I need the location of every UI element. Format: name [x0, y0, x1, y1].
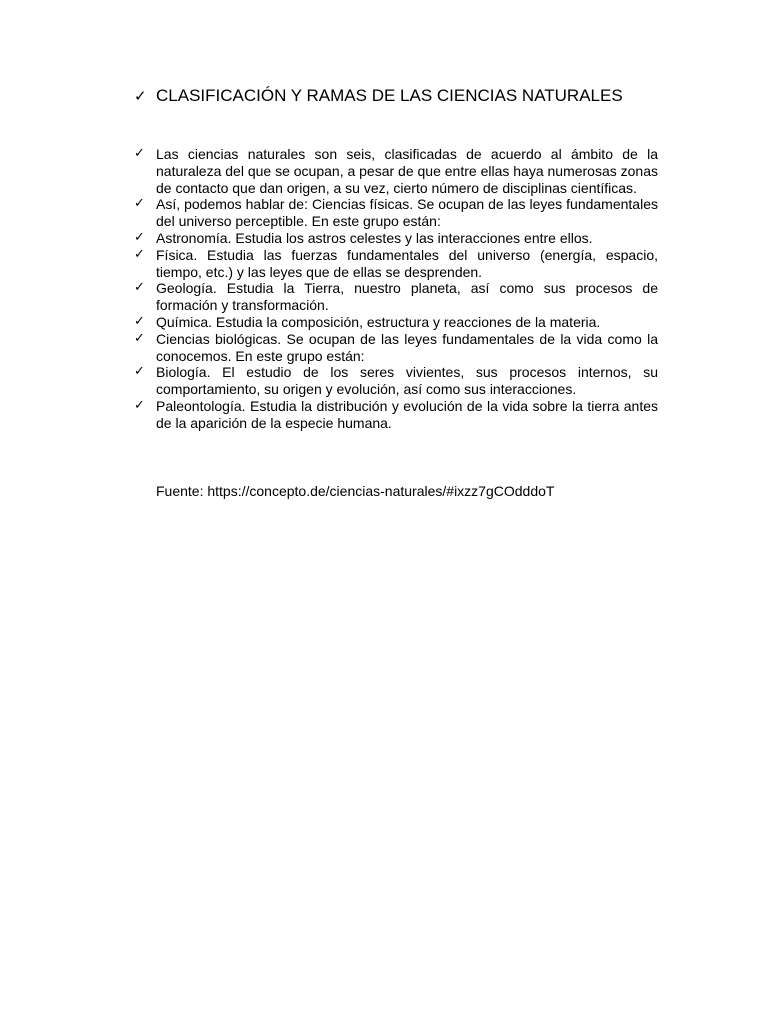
- checkmark-icon: ✓: [134, 146, 145, 161]
- checkmark-icon: ✓: [134, 330, 145, 346]
- checkmark-icon: ✓: [134, 229, 145, 245]
- checkmark-icon: ✓: [134, 397, 145, 413]
- source-citation: Fuente: https://concepto.de/ciencias-naturales/#ixzz7gCOdddoT: [156, 483, 555, 499]
- checkmark-icon: ✓: [134, 246, 145, 262]
- list-item-text: Química. Estudia la composición, estructura y reacciones de la materia.: [156, 313, 601, 330]
- list-item-text: Las ciencias naturales son seis, clasificadas de acuerdo al ámbito de la naturaleza del que se ocupan, a pesar de que entre ellas haya numerosas zonas de contacto que dan origen, a su vez, cierto número de disciplinas científicas.: [156, 146, 659, 196]
- list-item-text: Geología. Estudia la Tierra, nuestro planeta, así como sus procesos de formación y transformación.: [156, 280, 658, 314]
- list-item: [134, 364, 658, 398]
- list-item: [134, 230, 658, 247]
- checkmark-icon: ✓: [134, 364, 145, 380]
- checkmark-icon: ✓: [134, 280, 145, 296]
- list-item-text: Paleontología. Estudia la distribución y evolución de la vida sobre la tierra antes de la aparición de la especie humana.: [156, 397, 658, 431]
- page-title: [134, 85, 694, 107]
- list-item-text: Ciencias biológicas. Se ocupan de las leyes fundamentales de la vida como la conocemos. En este grupo están:: [156, 330, 658, 364]
- list-item: [134, 146, 658, 196]
- list-item-text: Biología. El estudio de los seres vivientes, sus procesos internos, su comportamiento, su origen y evolución, así como sus interacciones.: [156, 364, 658, 398]
- list-item: [134, 331, 658, 365]
- list-item: [134, 280, 658, 314]
- list-item: [134, 314, 658, 331]
- checkmark-icon: ✓: [134, 196, 145, 212]
- list-item: [134, 398, 658, 432]
- list-item: [134, 247, 658, 281]
- list-item-text: Así, podemos hablar de: Ciencias físicas. Se ocupan de las leyes fundamentales del universo perceptible. En este grupo están:: [156, 196, 658, 230]
- list-item-text: Física. Estudia las fuerzas fundamentales del universo (energía, espacio, tiempo, etc.) y las leyes que de ellas se desprenden.: [156, 246, 658, 280]
- list-item-text: Astronomía. Estudia los astros celestes y las interacciones entre ellos.: [156, 229, 593, 246]
- list-item: [134, 196, 658, 230]
- page-title-text: CLASIFICACIÓN Y RAMAS DE LAS CIENCIAS NATURALES: [156, 86, 623, 105]
- checkmark-icon: ✓: [134, 313, 145, 329]
- checkmark-icon: ✓: [134, 87, 147, 105]
- bullet-list: [134, 146, 658, 432]
